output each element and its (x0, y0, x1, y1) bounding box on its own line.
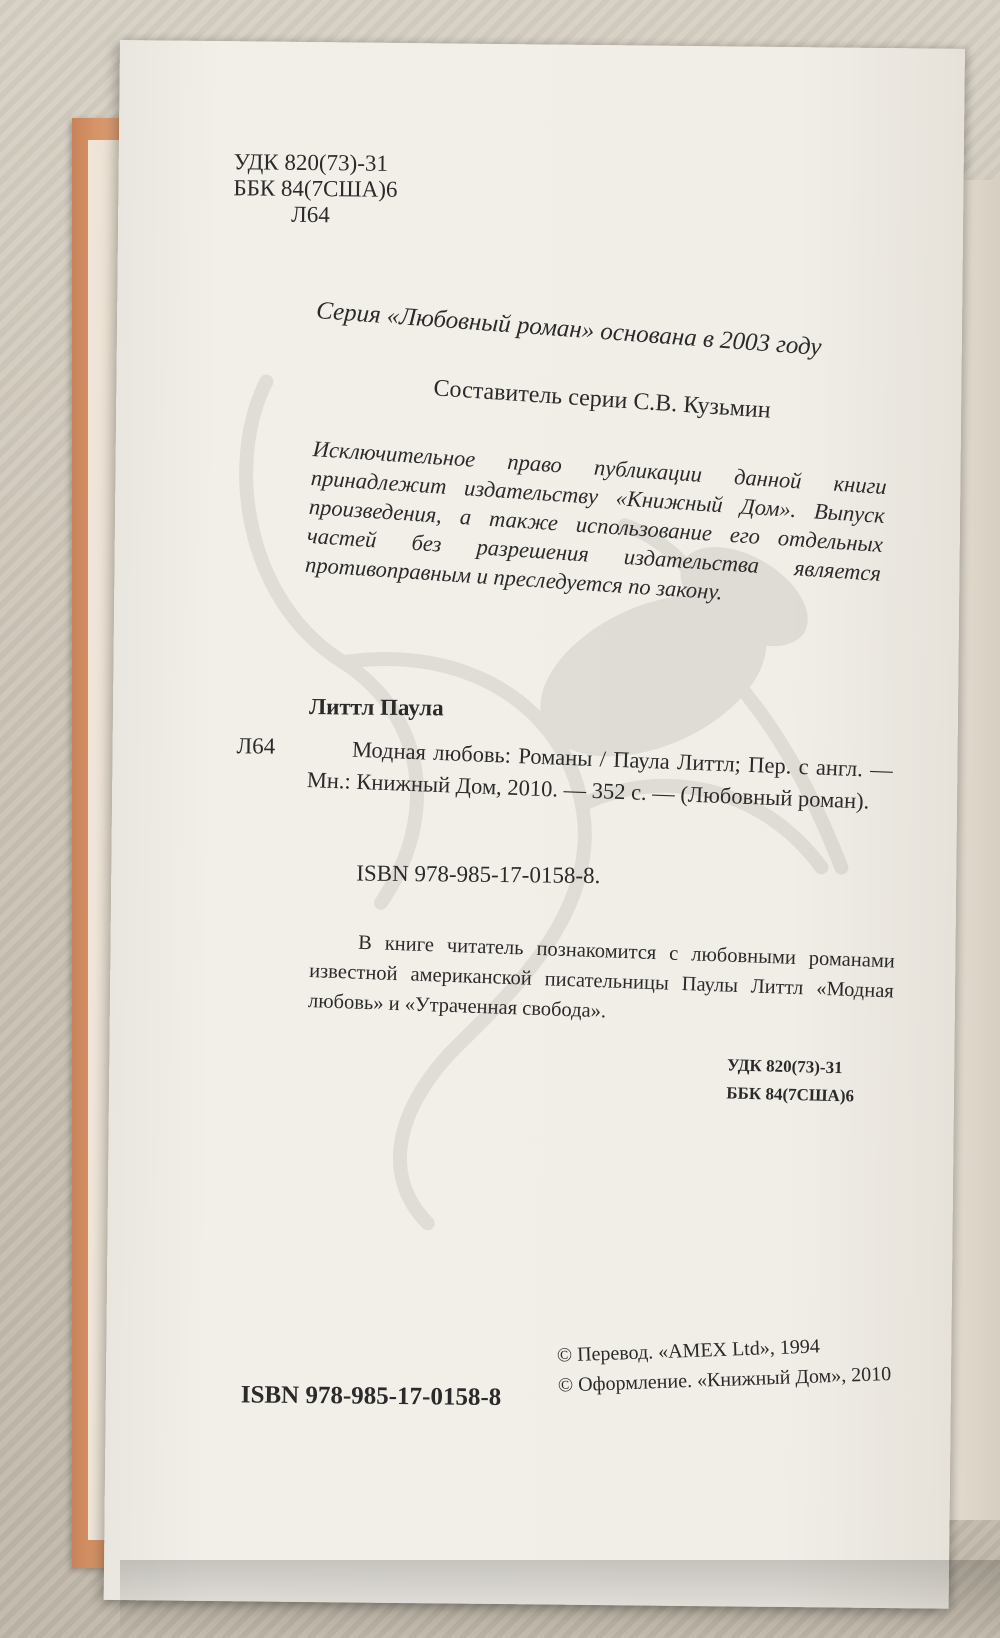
copyright-block (556, 1329, 891, 1401)
rights-notice: Исключительное право публикации данной книги принадлежит издательству «Книжный Дом». Выпуск произведения, а также использование его отдельных частей без разрешения издательства является противоправным и преследуется по закону. (304, 436, 888, 605)
udk-code-bottom: УДК 820(73)-31 (726, 1055, 843, 1078)
page-shadow (120, 1560, 1000, 1638)
copyright-design: © Оформление. «Книжный Дом», 2010 (557, 1362, 892, 1397)
catalog-description: Модная любовь: Романы / Паула Литтл; Пер. с англ. — Мн.: Книжный Дом, 2010. — 352 с. — (Любовный роман). (306, 736, 894, 814)
catalog-code: Л64 (236, 733, 276, 759)
series-line: Серия «Любовный роман» основана в 2003 году (315, 297, 823, 362)
bbk-code: ББК 84(7США)6 (233, 175, 398, 202)
udk-code: УДК 820(73)-31 (233, 149, 389, 176)
udk-block-top (233, 149, 398, 229)
author-sign: Л64 (291, 201, 330, 228)
bbk-code-bottom: ББК 84(7США)6 (726, 1083, 855, 1106)
imprint-page (104, 40, 965, 1609)
catalog-isbn: ISBN 978-985-17-0158-8. (356, 860, 601, 889)
compiler-line: Составитель серии С.В. Кузьмин (432, 375, 772, 424)
footer-isbn: ISBN 978-985-17-0158-8 (240, 1381, 502, 1412)
catalog-annotation: В книге читатель познакомится с любовными романами известной американской писательницы Паулы Литтл «Модная любовь» и «Утраченная свобода». (307, 931, 896, 1023)
catalog-author: Литтл Паула (308, 694, 444, 721)
udk-block-bottom (726, 1051, 855, 1110)
copyright-translation: © Перевод. «AMEX Ltd», 1994 (556, 1335, 821, 1367)
